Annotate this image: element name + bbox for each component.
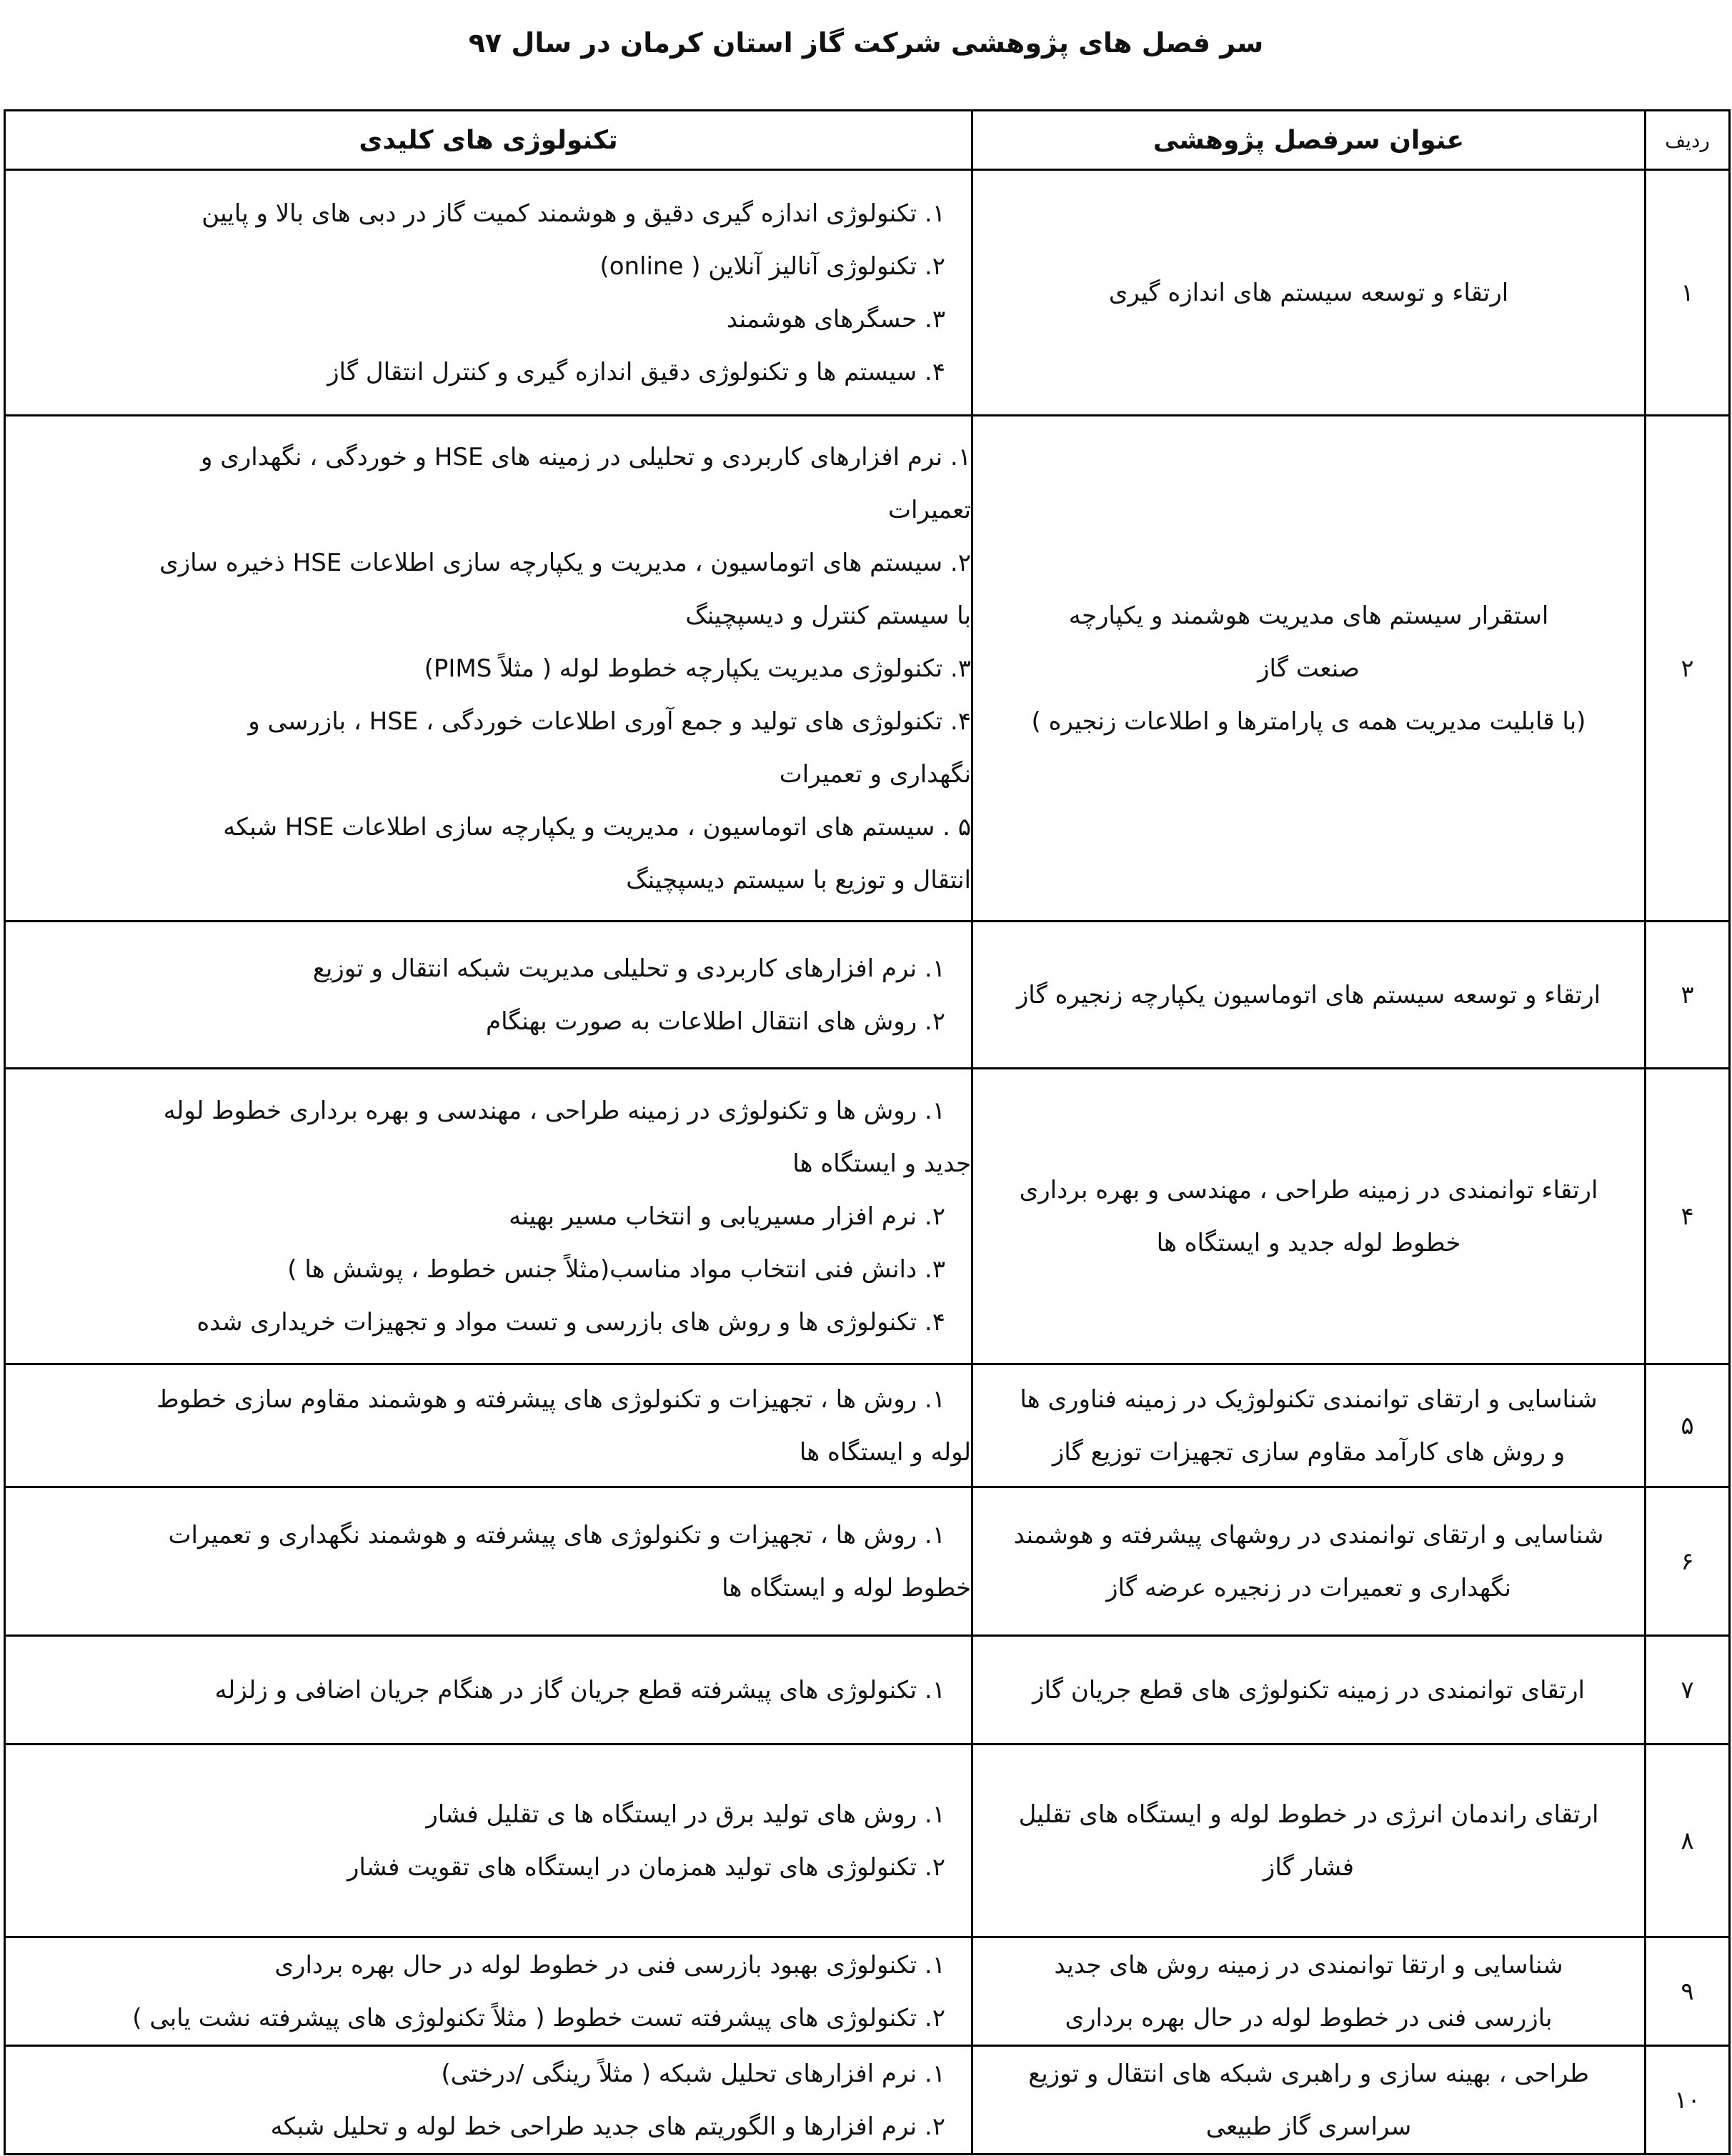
key-technologies-cell — [5, 2046, 972, 2155]
row-number: ۶ — [1646, 1487, 1730, 1636]
key-technologies-cell — [5, 170, 972, 416]
topic-title-line: ارتقای توانمندی در زمینه تکنولوژی های قطع جریان گاز — [1032, 1675, 1585, 1705]
key-technologies-cell — [5, 1745, 972, 1937]
technology-item: ۱. روش ها و تکنولوژی در زمینه طراحی ، مهندسی و بهره برداری خطوط لوله — [163, 1096, 945, 1125]
technology-item: تعمیرات — [888, 495, 971, 524]
topic-title-cell — [972, 922, 1646, 1069]
table-body — [5, 170, 1730, 2155]
technology-item: ۵ . سیستم های اتوماسیون ، مدیریت و یکپارچه سازی اطلاعات HSE شبکه — [223, 812, 971, 842]
row-number: ۷ — [1646, 1636, 1730, 1745]
key-technologies-cell — [5, 1487, 972, 1636]
table-row — [5, 922, 1730, 1069]
technology-item: خطوط لوله و ایستگاه ها — [722, 1573, 971, 1602]
technology-item: ۱. روش ها ، تجهیزات و تکنولوژی های پیشرفته و هوشمند مقاوم سازی خطوط — [156, 1384, 945, 1414]
topic-title-line: و روش های کارآمد مقاوم سازی تجهیزات توزیع گاز — [1052, 1437, 1566, 1467]
header-topic-title: عنوان سرفصل پژوهشی — [972, 111, 1646, 170]
technology-item: ۱. نرم افزارهای تحلیل شبکه ( مثلاً رینگی /درختی) — [441, 2059, 945, 2088]
topic-title-line: فشار گاز — [1263, 1852, 1355, 1882]
key-technologies-cell — [5, 1364, 972, 1487]
technology-item: ۴. تکنولوژی ها و روش های بازرسی و تست مواد و تجهیزات خریداری شده — [196, 1307, 945, 1337]
topic-title-line: طراحی ، بهینه سازی و راهبری شبکه های انتقال و توزیع — [1028, 2059, 1589, 2088]
topic-title-cell — [972, 1636, 1646, 1745]
topic-title-line: خطوط لوله جدید و ایستگاه ها — [1156, 1228, 1461, 1257]
technology-item: ۳. حسگرهای هوشمند — [726, 304, 945, 334]
row-number: ۲ — [1646, 416, 1730, 922]
key-technologies-cell — [5, 922, 972, 1069]
technology-item: با سیستم کنترل و دیسپچینگ — [685, 601, 971, 630]
technology-item: ۲. نرم افزار مسیریابی و انتخاب مسیر بهینه — [509, 1202, 945, 1231]
table-row — [5, 1937, 1730, 2046]
technology-item: نگهداری و تعمیرات — [779, 759, 971, 789]
topic-title-line: صنعت گاز — [1258, 654, 1360, 683]
topic-title-line: ارتقای راندمان انرژی در خطوط لوله و ایستگاه های تقلیل — [1018, 1800, 1599, 1829]
row-number: ۸ — [1646, 1745, 1730, 1937]
topic-title-line: شناسایی و ارتقا توانمندی در زمینه روش های جدید — [1054, 1950, 1563, 1980]
technology-item: ۱. نرم افزارهای کاربردی و تحلیلی مدیریت شبکه انتقال و توزیع — [312, 954, 945, 983]
topic-title-line: استقرار سیستم های مدیریت هوشمند و یکپارچه — [1068, 601, 1549, 630]
technology-item: ۴. تکنولوژی های تولید و جمع آوری اطلاعات خوردگی ، HSE ، بازرسی و — [248, 707, 971, 736]
key-technologies-cell — [5, 1069, 972, 1364]
topic-title-cell — [972, 416, 1646, 922]
technology-item: لوله و ایستگاه ها — [799, 1437, 971, 1467]
table-row — [5, 416, 1730, 922]
technology-item: ۱. نرم افزارهای کاربردی و تحلیلی در زمینه های HSE و خوردگی ، نگهداری و — [201, 442, 971, 471]
technology-item: ۱. روش های تولید برق در ایستگاه ها ی تقلیل فشار — [426, 1800, 945, 1829]
technology-item: ۳. تکنولوژی مدیریت یکپارچه خطوط لوله ( مثلاً PIMS) — [424, 654, 971, 683]
table-header-row — [5, 111, 1730, 170]
topic-title-cell — [972, 1364, 1646, 1487]
key-technologies-cell — [5, 1636, 972, 1745]
topic-title-cell — [972, 1069, 1646, 1364]
technology-item: جدید و ایستگاه ها — [792, 1149, 971, 1178]
topic-title-line: ارتقاء و توسعه سیستم های اتوماسیون یکپارچه زنجیره گاز — [1016, 980, 1601, 1009]
topic-title-line: بازرسی فنی در خطوط لوله در حال بهره برداری — [1065, 2003, 1553, 2032]
table-row — [5, 170, 1730, 416]
technology-item: ۱. تکنولوژی اندازه گیری دقیق و هوشمند کمیت گاز در دبی های بالا و پایین — [201, 199, 945, 228]
topic-title-line: سراسری گاز طبیعی — [1205, 2112, 1412, 2141]
table-row — [5, 1745, 1730, 1937]
topic-title-cell — [972, 2046, 1646, 2155]
technology-item: ۲. تکنولوژی های پیشرفته تست خطوط ( مثلاً تکنولوژی های پیشرفته نشت یابی ) — [132, 2003, 945, 2032]
topic-title-line: (با قابلیت مدیریت همه ی پارامترها و اطلاعات زنجیره ) — [1031, 707, 1586, 736]
topic-title-line: شناسایی و ارتقای توانمندی تکنولوژیک در زمینه فناوری ها — [1020, 1384, 1598, 1414]
key-technologies-cell — [5, 416, 972, 922]
topic-title-line: ارتقاء و توسعه سیستم های اندازه گیری — [1108, 278, 1509, 307]
row-number: ۱ — [1646, 170, 1730, 416]
topic-title-line: نگهداری و تعمیرات در زنجیره عرضه گاز — [1106, 1573, 1511, 1602]
header-row-number: ردیف — [1646, 111, 1730, 170]
topic-title-line: ارتقاء توانمندی در زمینه طراحی ، مهندسی و بهره برداری — [1019, 1175, 1598, 1204]
technology-item: ۲. تکنولوژی آنالیز آنلاین ( online) — [599, 251, 945, 281]
row-number: ۱۰ — [1646, 2046, 1730, 2155]
technology-item: ۲. نرم افزارها و الگوریتم های جدید طراحی خط لوله و تحلیل شبکه — [270, 2112, 945, 2141]
table-row — [5, 1636, 1730, 1745]
table-row — [5, 1364, 1730, 1487]
technology-item: انتقال و توزیع با سیستم دیسپچینگ — [626, 865, 971, 894]
technology-item: ۴. سیستم ها و تکنولوژی دقیق اندازه گیری و کنترل انتقال گاز — [327, 357, 945, 386]
topic-title-cell — [972, 1937, 1646, 2046]
header-key-technologies: تکنولوژی های کلیدی — [5, 111, 972, 170]
row-number: ۵ — [1646, 1364, 1730, 1487]
row-number: ۴ — [1646, 1069, 1730, 1364]
topic-title-cell — [972, 1487, 1646, 1636]
table-row — [5, 2046, 1730, 2155]
key-technologies-cell — [5, 1937, 972, 2046]
technology-item: ۳. دانش فنی انتخاب مواد مناسب(مثلاً جنس خطوط ، پوشش ها ) — [287, 1254, 945, 1284]
technology-item: ۱. تکنولوژی بهبود بازرسی فنی در خطوط لوله در حال بهره برداری — [274, 1950, 945, 1980]
technology-item: ۱. روش ها ، تجهیزات و تکنولوژی های پیشرفته و هوشمند نگهداری و تعمیرات — [168, 1520, 945, 1549]
page-title: سر فصل های پژوهشی شرکت گاز استان کرمان در سال ۹۷ — [468, 27, 1264, 59]
technology-item: ۲. روش های انتقال اطلاعات به صورت بهنگام — [486, 1007, 945, 1036]
row-number: ۹ — [1646, 1937, 1730, 2046]
topic-title-cell — [972, 1745, 1646, 1937]
table-row — [5, 1069, 1730, 1364]
technology-item: ۱. تکنولوژی های پیشرفته قطع جریان گاز در هنگام جریان اضافی و زلزله — [214, 1675, 945, 1705]
topic-title-cell — [972, 170, 1646, 416]
row-number: ۳ — [1646, 922, 1730, 1069]
technology-item: ۲. تکنولوژی های تولید همزمان در ایستگاه های تقویت فشار — [347, 1852, 945, 1882]
topic-title-line: شناسایی و ارتقای توانمندی در روشهای پیشرفته و هوشمند — [1013, 1520, 1604, 1549]
technology-item: ۲. سیستم های اتوماسیون ، مدیریت و یکپارچه سازی اطلاعات HSE ذخیره سازی — [159, 548, 971, 577]
table-row — [5, 1487, 1730, 1636]
research-topics-table — [4, 109, 1731, 2155]
